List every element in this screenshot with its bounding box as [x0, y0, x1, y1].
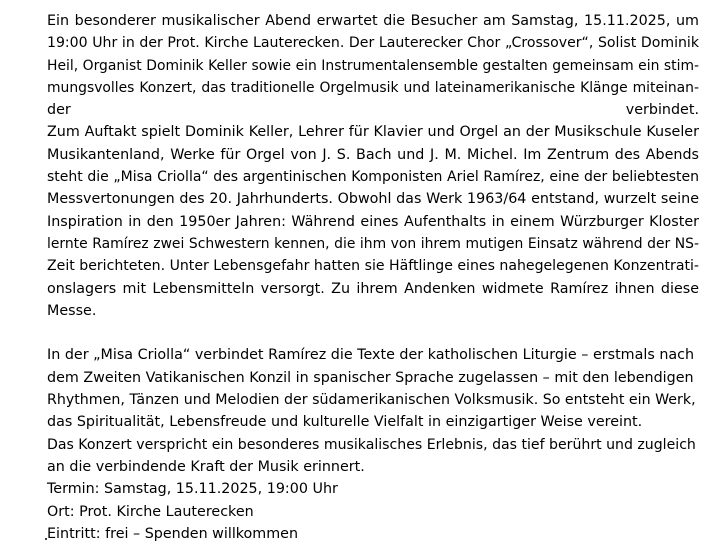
text-line: Zeit berichteten. Unter Lebensgefahr hatten sie Häftlinge eines nahegelegenen Konzentrati-	[47, 258, 699, 275]
text-line: Das Konzert verspricht ein besonderes musikalisches Erlebnis, das tief berührt und zugleich	[47, 436, 696, 453]
event-admission: Eintritt: frei – Spenden willkommen	[47, 525, 299, 542]
text-line: Zum Auftakt spielt Dominik Keller, Lehrer für Klavier und Orgel an der Musikschule Kuseler	[47, 124, 699, 141]
text-line: Messvertonungen des 20. Jahrhunderts. Obwohl das Werk 1963/64 entstand, wurzelt seine	[47, 191, 699, 208]
text-line: steht die „Misa Criolla“ des argentinischen Komponisten Ariel Ramírez, eine der beliebtesten	[47, 169, 699, 186]
text-line: dem Zweiten Vatikanischen Konzil in spanischer Sprache zugelassen – mit den lebendigen	[47, 369, 694, 386]
event-details	[47, 478, 699, 545]
text-line: lernte Ramírez zwei Schwestern kennen, die ihm von ihrem mutigen Einsatz während der NS-	[47, 235, 699, 252]
text-line: Heil, Organist Dominik Keller sowie ein Instrumentalensemble gestalten gemeinsam ein stim-	[47, 57, 699, 74]
text-line: mungsvolles Konzert, das traditionelle Orgelmusik und lateinamerikanische Klänge miteinan-	[47, 79, 699, 96]
paragraph-gap	[47, 322, 699, 344]
text-line: das Spiritualität, Lebensfreude und kulturelle Vielfalt in einzigartiger Weise vereint.	[47, 414, 643, 431]
text-line: Messe.	[47, 302, 97, 319]
text-line: In der „Misa Criolla“ verbindet Ramírez die Texte der katholischen Liturgie – erstmals nach	[47, 347, 695, 364]
text-line: onslagers mit Lebensmitteln versorgt. Zu ihrem Andenken widmete Ramírez ihnen diese	[47, 280, 699, 297]
paragraph-misa-criolla	[47, 344, 699, 478]
text-fragment: verbindet.	[625, 102, 699, 119]
stray-dot	[45, 538, 47, 540]
text-line-split	[47, 99, 699, 121]
document-body	[47, 10, 699, 545]
text-line: 19:00 Uhr in der Prot. Kirche Lauterecken. Der Lauterecker Chor „Crossover“, Solist Dominik	[47, 35, 699, 52]
text-line: Ein besonderer musikalischer Abend erwartet die Besucher am Samstag, 15.11.2025, um	[47, 13, 699, 29]
text-line: an die verbindende Kraft der Musik erinnert.	[47, 458, 365, 475]
paragraph-intro	[47, 10, 699, 322]
text-fragment: der	[47, 102, 71, 119]
event-date: Termin: Samstag, 15.11.2025, 19:00 Uhr	[47, 481, 338, 498]
text-line: Inspiration in den 1950er Jahren: Während eines Aufenthalts in einem Würzburger Kloster	[47, 213, 699, 230]
event-location: Ort: Prot. Kirche Lauterecken	[47, 503, 254, 520]
text-line: Musikantenland, Werke für Orgel von J. S. Bach und J. M. Michel. Im Zentrum des Abends	[47, 146, 699, 163]
text-line: Rhythmen, Tänzen und Melodien der südamerikanischen Volksmusik. So entsteht ein Werk,	[47, 392, 696, 409]
